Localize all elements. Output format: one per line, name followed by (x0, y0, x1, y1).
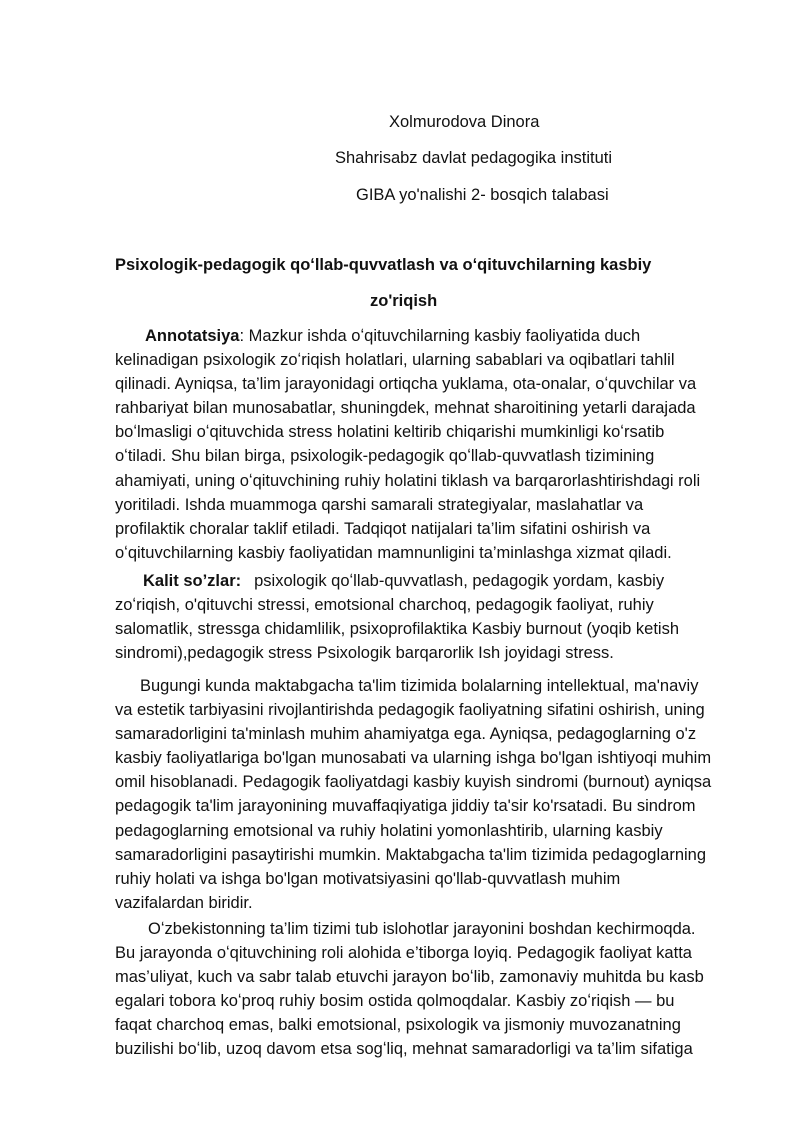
abstract (115, 324, 745, 565)
abstract-line: yoritiladi. Ishda muammoga qarshi samarali strategiyalar, maslahatlar va (115, 495, 644, 514)
abstract-line: qilinadi. Ayniqsa, ta’lim jarayonidagi ortiqcha yuklama, ota-onalar, oʻquvchilar va (115, 375, 697, 394)
body-line: samaradorligini pasaytirishi mumkin. Maktabgacha ta'lim tizimida pedagoglarning (115, 845, 707, 864)
abstract-line: ahamiyati, uning oʻqituvchining ruhiy holatini tiklash va barqarorlashtirishdagi roli (115, 471, 701, 490)
body-line: ruhiy holati va ishga bo'lgan motivatsiyasini qo'llab-quvvatlash muhim (115, 869, 621, 888)
abstract-line: oʻtiladi. Shu bilan birga, psixologik-pedagogik qoʻllab-quvvatlash tizimining (115, 447, 655, 466)
abstract-line: kelinadigan psixologik zoʻriqish holatlari, ularning sabablari va oqibatlari tahlil (115, 351, 675, 370)
body-line: Bu jarayonda oʻqituvchining roli alohida e’tiborga loyiq. Pedagogik faoliyat katta (115, 944, 692, 963)
paper-title-line-2: zo'riqish (370, 292, 438, 310)
author-program: GIBA yo'nalishi 2- bosqich talabasi (356, 186, 609, 204)
keywords-line: sindromi),pedagogik stress Psixologik barqarorlik Ish joyidagi stress. (115, 644, 614, 663)
keywords-text: psixologik qoʻllab-quvvatlash, pedagogik yordam, kasbiy (254, 572, 665, 590)
keywords-label: Kalit so’zlar: (143, 572, 242, 590)
body-line: kasbiy faoliyatlariga bo'lgan munosabati va ularning ishga bo'lgan ishtiyoqi muhim (115, 749, 712, 768)
abstract-line (115, 324, 745, 348)
body-line: Bugungi kunda maktabgacha ta'lim tizimida bolalarning intellektual, ma'naviy (140, 677, 699, 695)
body-line: buzilishi boʻlib, uzoq davom etsa sogʻliq, mehnat samaradorligi va ta’lim sifatiga (115, 1040, 693, 1059)
paper-title-line-1: Psixologik-pedagogik qoʻllab-quvvatlash va oʻqituvchilarning kasbiy (115, 256, 652, 274)
abstract-line: oʻqituvchilarning kasbiy faoliyatidan mamnunligini ta’minlashga xizmat qiladi. (115, 543, 672, 562)
abstract-line: boʻlmasligi oʻqituvchida stress holatini keltirib chiqarishi mumkinligi koʻrsatib (115, 423, 665, 442)
abstract-label: Annotatsiya (145, 327, 240, 345)
abstract-line: profilaktik choralar taklif etiladi. Tadqiqot natijalari ta’lim sifatini oshirish va (115, 519, 651, 538)
author-institution: Shahrisabz davlat pedagogika instituti (335, 149, 613, 167)
body-line: va estetik tarbiyasini rivojlantirishda pedagogik faoliyatning sifatini oshirish, uning (115, 701, 705, 720)
keywords (115, 569, 745, 665)
abstract-text: : Mazkur ishda oʻqituvchilarning kasbiy faoliyatida duch (239, 327, 641, 345)
body-paragraph-1 (115, 674, 745, 915)
body-line: samaradorligini ta'minlash muhim ahamiyatga ega. Ayniqsa, pedagoglarning o'z (115, 725, 697, 744)
body-line: pedagogik ta'lim jarayonining muvaffaqiyatiga jiddiy ta'sir ko'rsatadi. Bu sindrom (115, 797, 696, 816)
body-line: egalari tobora koʻproq ruhiy bosim ostida qolmoqdalar. Kasbiy zoʻriqish — bu (115, 992, 675, 1011)
body-line: omil hisoblanadi. Pedagogik faoliyatdagi kasbiy kuyish sindromi (burnout) ayniqsa (115, 773, 712, 792)
body-paragraph-2 (115, 917, 745, 1062)
body-line: vazifalardan biridir. (115, 893, 253, 912)
body-line: mas’uliyat, kuch va sabr talab etuvchi jarayon boʻlib, zamonaviy muhitda bu kasb (115, 968, 704, 987)
keywords-line: zoʻriqish, o'qituvchi stressi, emotsional charchoq, pedagogik faoliyat, ruhiy (115, 596, 654, 615)
body-line: faqat charchoq emas, balki emotsional, psixologik va jismoniy muvozanatning (115, 1016, 681, 1035)
keywords-line: salomatlik, stressga chidamlilik, psixoprofilaktika Kasbiy burnout (yoqib ketish (115, 620, 679, 639)
keywords-line (115, 569, 745, 593)
body-line: Oʻzbekistonning ta’lim tizimi tub islohotlar jarayonini boshdan kechirmoqda. (148, 920, 696, 938)
body-line: pedagoglarning emotsional va ruhiy holatini yomonlashtirib, ularning kasbiy (115, 821, 663, 840)
author-name: Xolmurodova Dinora (389, 113, 540, 131)
abstract-line: rahbariyat bilan munosabatlar, shuningdek, mehnat sharoitining yetarli darajada (115, 399, 696, 418)
